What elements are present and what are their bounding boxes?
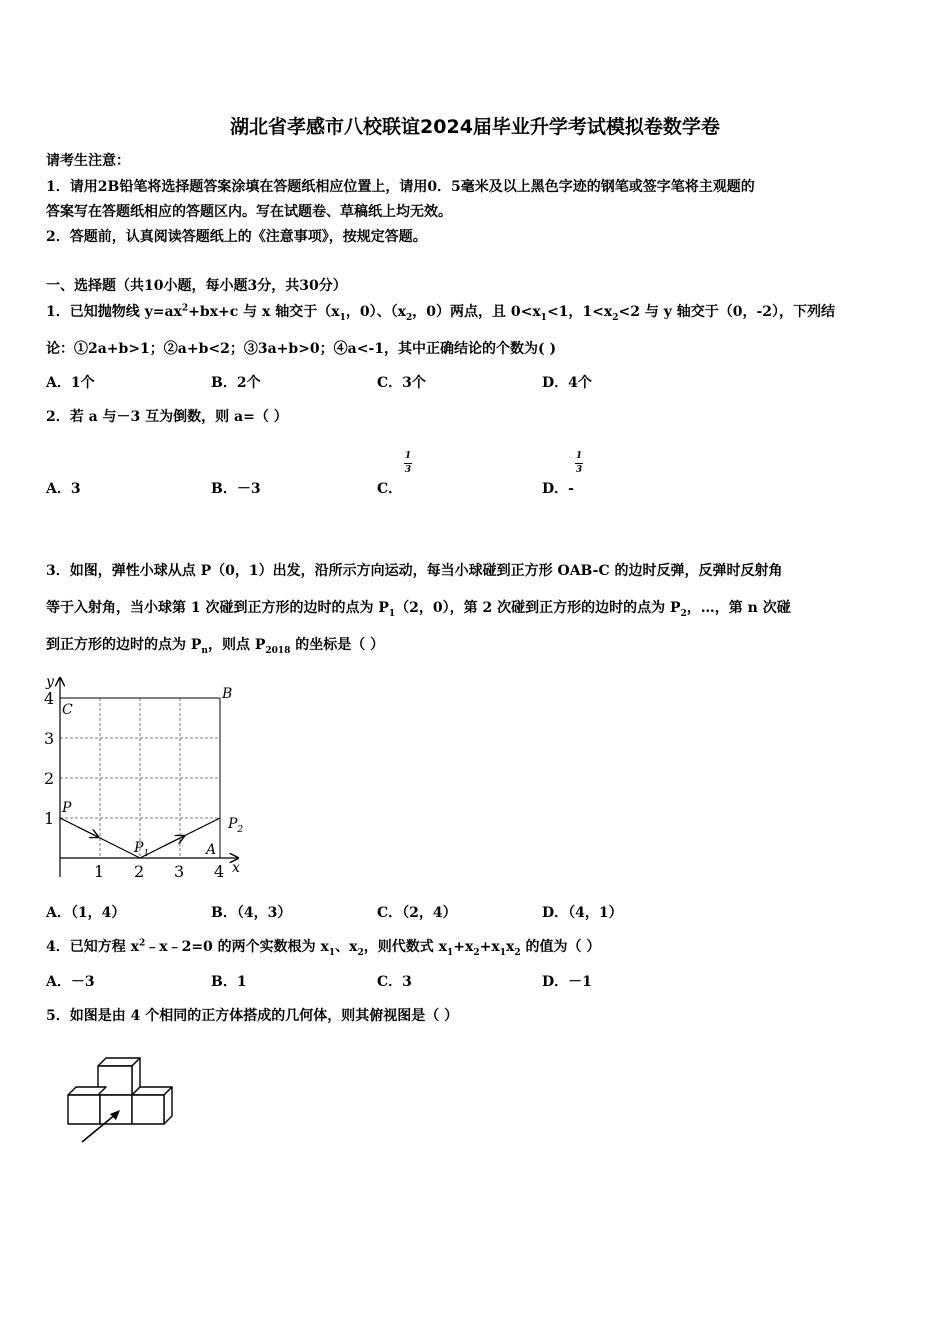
q2-option-c-fraction: 1 3 xyxy=(404,451,412,475)
point-p2-label: $P_2$ xyxy=(228,816,244,835)
y-tick-1: 1 xyxy=(44,809,55,828)
q4-stem: 4．已知方程 $x^2﹣x﹣2=0$ 的两个实数根为 $x_1$、$x_2$，则代数式 $x_1+x_2+x_1x_2$ 的值为（ ） xyxy=(46,938,601,958)
q3-option-d: D．（4，1） xyxy=(542,905,623,921)
x-tick-1: 1 xyxy=(94,862,105,881)
y-tick-3: 3 xyxy=(44,729,55,748)
q1-stem-line2: 论：①2a+b>1；②a+b<2；③3a+b>0；④a<-1，其中正确结论的个数为( ) xyxy=(46,341,557,357)
q4-option-d: D．－1 xyxy=(542,974,592,990)
q2-option-b: B．－3 xyxy=(211,481,261,497)
point-p1-label: $P_1$ xyxy=(134,840,150,859)
q3-option-b: B．（4，3） xyxy=(211,905,292,921)
y-tick-4: 4 xyxy=(44,689,55,708)
point-c-label: C xyxy=(62,702,73,718)
q4-option-c: C．3 xyxy=(377,974,412,990)
q2-option-d-fraction: 1 3 xyxy=(575,451,583,475)
point-p-label: P xyxy=(62,800,72,816)
x-axis-label: x xyxy=(232,860,240,876)
notice-line-1b: 答案写在答题纸相应的答题区内。写在试题卷、草稿纸上均无效。 xyxy=(46,204,452,220)
notice-heading: 请考生注意： xyxy=(46,153,130,169)
section-heading: 一、选择题（共10小题，每小题3分，共30分） xyxy=(46,278,347,294)
q3-option-a: A．（1，4） xyxy=(46,905,126,921)
q3-stem-line1: 3．如图，弹性小球从点 P（0，1）出发，沿所示方向运动，每当小球碰到正方形 OAB-C 的边时反弹，反弹时反射角 xyxy=(46,563,783,579)
direction-arrow-2 xyxy=(164,836,184,846)
x-tick-3: 3 xyxy=(174,862,185,881)
q1-stem-line1: 1．已知抛物线 $y=ax^2+bx+c$ 与 x 轴交于（$x_1$，0）、（$x_2$，0）两点，且 $0<x_1<1$，$1<x_2<2$ 与 y 轴交于（0，-2），下列结 xyxy=(46,303,836,323)
q4-option-b: B．1 xyxy=(211,974,247,990)
q3-stem-line2: 等于入射角，当小球第 1 次碰到正方形的边时的点为 $P_1(2$，0），第 2 次碰到正方形的边时的点为 $P_2$，…，第 n 次碰 xyxy=(46,600,791,619)
q1-option-b: B．2个 xyxy=(211,375,261,391)
grid-lines xyxy=(60,698,220,858)
y-axis-label: y xyxy=(46,674,54,690)
y-tick-2: 2 xyxy=(44,769,55,788)
q2-option-a: A．3 xyxy=(46,481,81,497)
notice-line-1a: 1．请用2B铅笔将选择题答案涂填在答题纸相应位置上，请用0．5毫米及以上黑色字迹的钢笔或签字笔将主观题的 xyxy=(46,179,755,195)
left-cube-front-face xyxy=(68,1095,100,1124)
direction-arrow-1 xyxy=(78,827,98,837)
q3-stem-line3: 到正方形的边时的点为 $P_n$，则点 $P_{2018}$ 的坐标是（ ） xyxy=(46,637,385,656)
q3-figure xyxy=(38,672,253,884)
q1-option-a: A．1个 xyxy=(46,375,95,391)
page-title: 湖北省孝感市八校联谊2024届毕业升学考试模拟卷数学卷 xyxy=(230,116,720,138)
q4-option-a: A．－3 xyxy=(46,974,95,990)
notice-line-2: 2．答题前，认真阅读答题纸上的《注意事项》，按规定答题。 xyxy=(46,229,427,245)
q2-option-d: D．- xyxy=(542,481,574,497)
point-b-label: B xyxy=(222,686,233,702)
point-a-label: A xyxy=(206,842,217,858)
q3-option-c: C．（2，4） xyxy=(377,905,457,921)
right-cube-front-face xyxy=(132,1095,164,1124)
x-tick-2: 2 xyxy=(134,862,145,881)
x-tick-4: 4 xyxy=(214,862,225,881)
q1-option-d: D．4个 xyxy=(542,375,592,391)
q5-cube-figure xyxy=(60,1050,200,1160)
q5-stem: 5．如图是由 4 个相同的正方体搭成的几何体，则其俯视图是（ ） xyxy=(46,1008,459,1024)
q1-option-c: C．3个 xyxy=(377,375,426,391)
q2-option-c: C． xyxy=(377,481,403,497)
q2-stem: 2．若 a 与－3 互为倒数，则 a=（ ） xyxy=(46,409,288,425)
